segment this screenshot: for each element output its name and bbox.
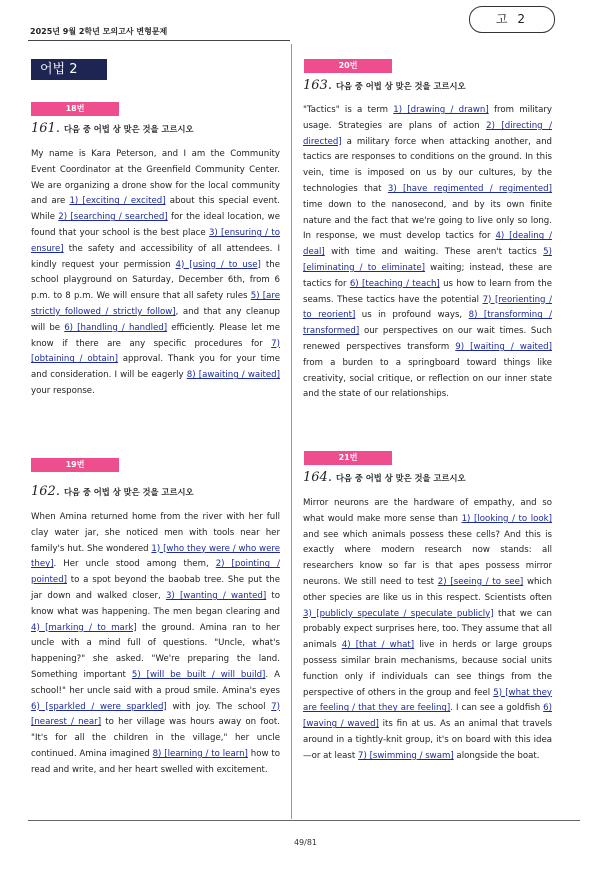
- passage-text: waiting; instead, these are tactics for: [303, 262, 552, 289]
- passage-text: to a spot beyond the baobab tree. She put the jar down and walked closer,: [31, 575, 280, 601]
- choice-blank: 2) [searching / searched]: [58, 212, 168, 223]
- choice-blank: 1) [exciting / excited]: [69, 196, 166, 207]
- choice-blank: 3) [wanting / wanted]: [165, 590, 267, 601]
- column-divider: [291, 44, 292, 819]
- passage-text: with joy. The school: [166, 701, 272, 712]
- section-label: 어법 2: [31, 59, 107, 80]
- choice-blank: 7) [nearest / near]: [31, 701, 280, 728]
- choice-blank: 1) [looking / to look]: [461, 513, 552, 524]
- passage-text: the ground. Amina ran to her uncle with a mind full of questions. "Uncle, what's happening?" she asked. "We're preparing the land. Something important: [31, 622, 280, 680]
- choice-blank: 8) [transforming / transformed]: [303, 310, 552, 337]
- choice-blank: 2) [pointing / pointed]: [31, 559, 280, 586]
- passage-text: the safety and accessibility of all attendees. I kindly request your permission: [31, 243, 280, 270]
- question-header: [303, 78, 466, 93]
- question-badge: 20번: [304, 59, 392, 73]
- passage-text: for the ideal location, we found that your school is the best place: [31, 212, 280, 238]
- passage-text: . A school!" her uncle said with a proud smile. Amina's eyes: [31, 669, 281, 696]
- choice-blank: 2) [directing / directed]: [303, 120, 552, 147]
- passage-text: My name is Kara Peterson, and I am the Community Event Coordinator at the Greenfield Community Center. We are organizing a drone show for the local community and are: [31, 149, 280, 207]
- choice-blank: 5) [are strictly followed / strictly follow]: [31, 291, 281, 317]
- question-header: [31, 484, 194, 499]
- choice-blank: 7) [swimming / swam]: [358, 750, 454, 761]
- passage-text: a military force when attacking another, and tactics are responses to conditions on the ground. In this vein, time is imposed on us by our cultures, by the technologies that: [303, 136, 552, 194]
- passage-text: how to read and write, and her heart swelled with excitement.: [31, 748, 280, 775]
- choice-blank: 6) [handling / handled]: [64, 322, 168, 333]
- passage-text: about this special event. While: [31, 196, 280, 223]
- question-badge: 21번: [304, 451, 392, 465]
- choice-blank: 5) [eliminating / to eliminate]: [303, 247, 552, 273]
- choice-blank: 2) [seeing / to see]: [437, 576, 524, 587]
- passage-text: alongside the boat.: [453, 750, 540, 761]
- choice-blank: 4) [using / to use]: [175, 259, 261, 270]
- passage-text: our perspectives on our wait times. Such renewed perspectives transform: [303, 326, 552, 352]
- question-passage: [31, 510, 280, 779]
- passage-text: from a burden to a springboard toward things like creativity, social critique, or reflection on our inner state and the state of our relationships.: [303, 357, 552, 400]
- question-instruction: 다음 중 어법 상 맞은 것을 고르시오: [63, 124, 194, 134]
- passage-text: your response.: [31, 385, 95, 396]
- choice-blank: 6) [sparkled / were sparkled]: [31, 701, 167, 712]
- passage-text: the school playground on Saturday, December 6th, from 6 p.m. to 8 p.m. We will ensure that all safety rules: [31, 259, 280, 302]
- page-number: 49/81: [293, 838, 318, 847]
- passage-text: "Tactics" is a term: [303, 105, 394, 115]
- question-number: 162.: [31, 484, 60, 499]
- passage-text: live in herds or large groups possess similar brain mechanisms, because social units function only if individuals can see things from the perspective of others in the group and feel: [303, 640, 552, 698]
- choice-blank: 3) [have regimented / regimented]: [387, 183, 552, 194]
- passage-text: with time and waiting. These aren't tactics: [324, 247, 544, 258]
- choice-blank: 7) [reorienting / to reorient]: [303, 294, 552, 321]
- passage-text: which other species are like us in this respect. Scientists often: [303, 576, 552, 603]
- choice-blank: 8) [awaiting / waited]: [186, 370, 280, 381]
- question-badge: 19번: [31, 458, 119, 472]
- passage-text: time down to the nanosecond, and by its own finite nature and the fact that we're going to live only so long. In response, we must develop tactics for: [303, 199, 552, 242]
- question-number: 161.: [31, 121, 60, 136]
- question-instruction: 다음 중 어법 상 맞은 것을 고르시오: [335, 81, 466, 91]
- passage-text: to her village was hours away on foot. "It's for all the children in the village," her uncle continued. Amina imagined: [31, 717, 280, 759]
- question-badge: 18번: [31, 102, 119, 116]
- question-passage: [31, 147, 280, 400]
- passage-text: Mirror neurons are the hardware of empathy, and so what would make more sense than: [303, 498, 552, 524]
- choice-blank: 3) [ensuring / to ensure]: [31, 227, 280, 254]
- passage-text: approval. Thank you for your time and consideration. I will be eagerly: [31, 354, 280, 381]
- choice-blank: 5) [what they are feeling / that they are feeling]: [303, 687, 552, 714]
- question-passage: [303, 103, 552, 403]
- choice-blank: 4) [that / what]: [341, 640, 415, 651]
- question-number: 163.: [303, 78, 332, 93]
- choice-blank: 6) [waving / waved]: [303, 703, 552, 730]
- choice-blank: 6) [teaching / teach]: [349, 278, 440, 289]
- question-header: [303, 470, 466, 485]
- choice-blank: 4) [dealing / deal]: [303, 231, 553, 258]
- passage-text: . Her uncle stood among them,: [53, 559, 216, 570]
- choice-blank: 1) [drawing / drawn]: [393, 105, 489, 115]
- grade-badge: 고 2: [469, 6, 555, 33]
- passage-text: When Amina returned home from the river with her full clay water jar, she noticed men with tools near her family's hut. She wondered: [31, 512, 280, 554]
- exam-title: 2025년 9월 2학년 모의고사 변형문제: [30, 27, 168, 36]
- choice-blank: 5) [will be built / will build]: [131, 669, 266, 680]
- footer-rule: [28, 820, 580, 821]
- passage-text: us in profound ways,: [355, 310, 469, 321]
- passage-text: and see which animals possess these cells? And this is exactly where modern research now stands: all researchers know so far is that apes possess mirror neurons. We still need to test: [303, 529, 552, 587]
- header-rule: [28, 40, 290, 41]
- passage-text: that we can probably expect surprises here, too. They assume that all animals: [303, 608, 552, 651]
- passage-text: , and that any cleanup will be: [31, 306, 280, 333]
- question-passage: [303, 496, 552, 765]
- question-instruction: 다음 중 어법 상 맞은 것을 고르시오: [335, 473, 466, 483]
- passage-text: its fin at us. As an animal that travels around in a tightly-knit group, it's on board with this idea—or at least: [303, 719, 553, 761]
- question-instruction: 다음 중 어법 상 맞은 것을 고르시오: [63, 487, 194, 497]
- choice-blank: 9) [waiting / waited]: [455, 341, 552, 352]
- choice-blank: 7) [obtaining / obtain]: [31, 338, 280, 365]
- choice-blank: 8) [learning / to learn]: [152, 748, 248, 759]
- passage-text: from military usage. Strategies are plans of action: [303, 105, 553, 131]
- choice-blank: 4) [marking / to mark]: [31, 622, 137, 633]
- question-number: 164.: [303, 470, 332, 485]
- question-header: [31, 121, 194, 136]
- passage-text: to know what was happening. The men began clearing and: [31, 590, 280, 617]
- choice-blank: 3) [publicly speculate / speculate publicly]: [303, 608, 494, 619]
- passage-text: . I can see a goldfish: [450, 703, 544, 714]
- passage-text: us how to learn from the seams. These tactics have the potential: [303, 278, 552, 305]
- choice-blank: 1) [who they were / who were they]: [31, 543, 280, 570]
- passage-text: efficiently. Please let me know if there are any specific procedures for: [31, 322, 280, 349]
